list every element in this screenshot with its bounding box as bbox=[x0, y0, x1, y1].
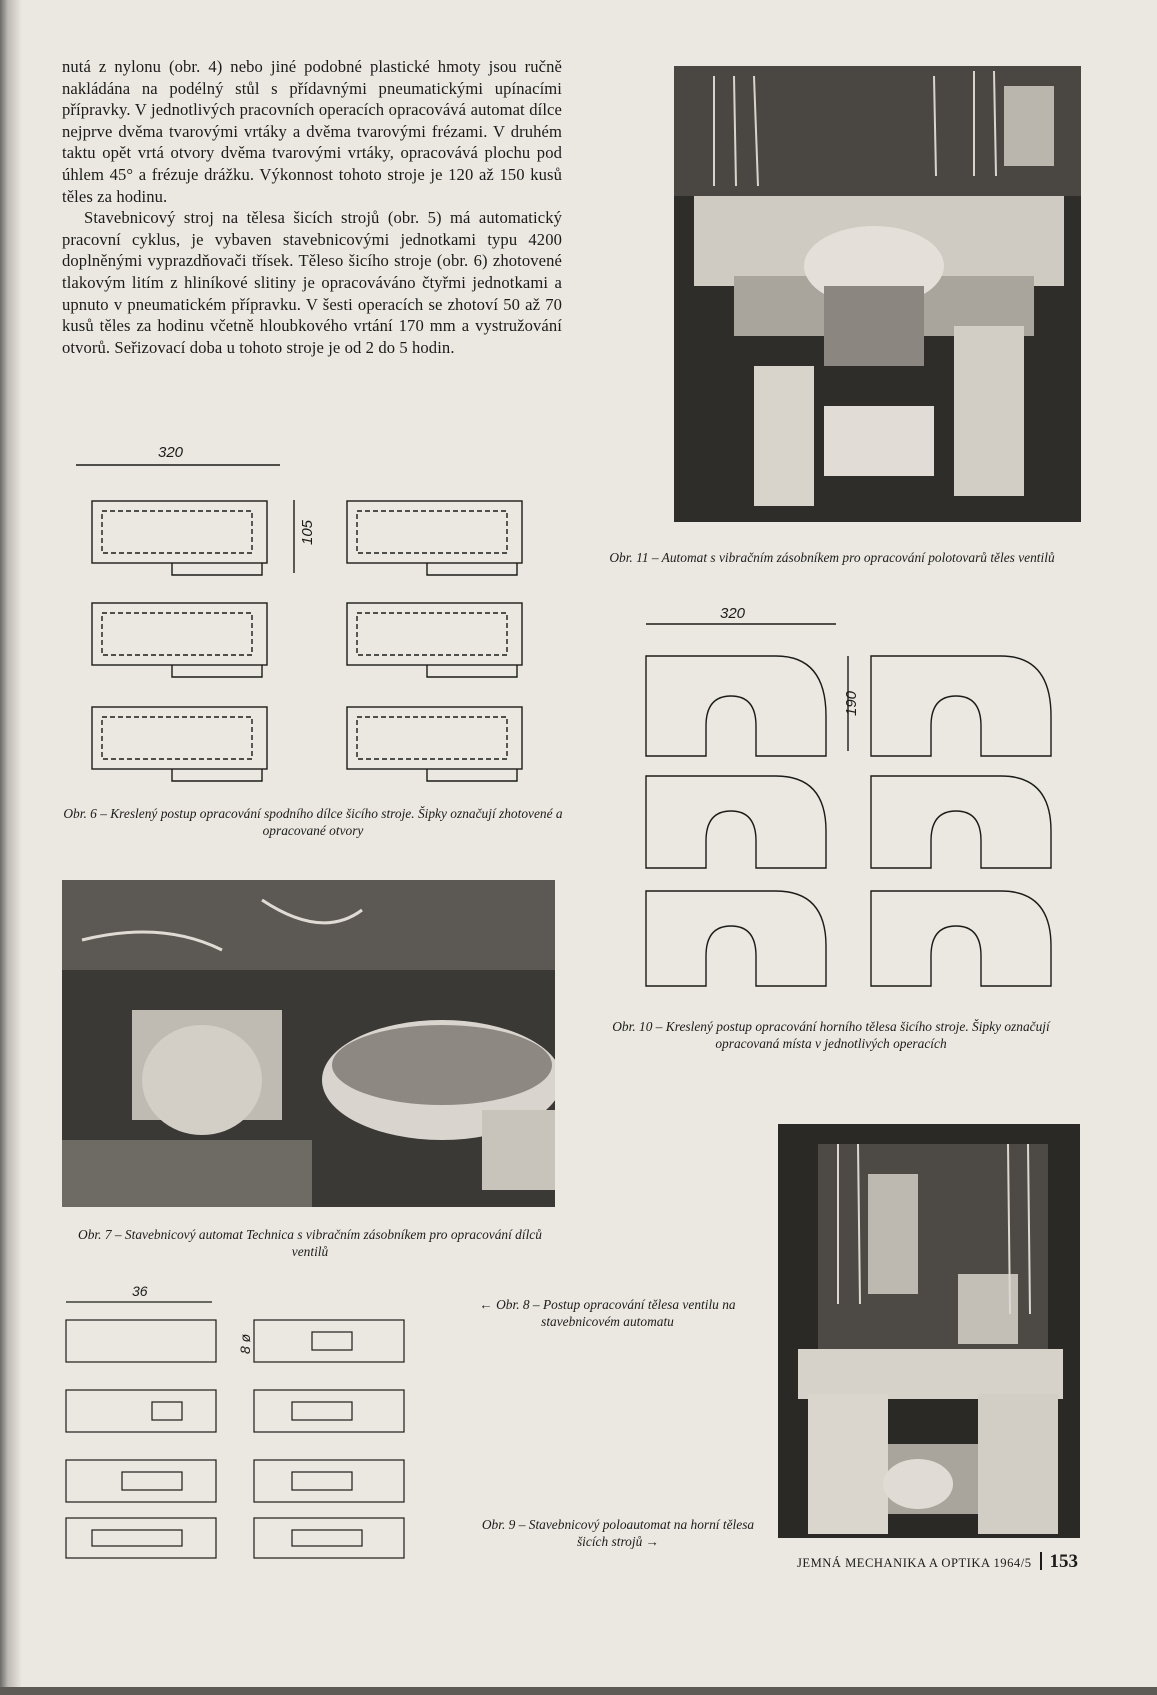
figure-9-caption: Obr. 9 – Stavebnicový poloautomat na horní tělesa šicích strojů → bbox=[481, 1517, 755, 1549]
fig6-dim-height: 105 bbox=[299, 519, 316, 545]
article-text bbox=[62, 56, 562, 358]
fig10-dim-width: 320 bbox=[720, 606, 746, 622]
figure-7-photo bbox=[62, 880, 555, 1207]
figure-11-photo bbox=[674, 66, 1081, 522]
fig6-dim-width: 320 bbox=[158, 445, 184, 461]
paragraph-2: Stavebnicový stroj na tělesa šicích strojů (obr. 5) má automatický pracovní cyklus, je vybaven stavebnicovými jednotkami typu 4200 doplněnými vyprazdňovači třísek. Těleso šicího stroje (obr. 6) zhotovené tlakovým litím z hliníkové slitiny je opracováváno čtyřmi jednotkami a upnuto v pneumatickém přípravku. V šesti operacích se zhotoví 50 až 70 kusů těles za hodinu včetně hloubkového vrtání 170 mm a vystružování otvorů. Seřizovací doba u tohoto stroje je od 2 do 5 hodin. bbox=[62, 208, 562, 357]
figure-7-caption: Obr. 7 – Stavebnicový automat Technica s vibračním zásobníkem pro opracování dílců ventilů bbox=[78, 1227, 542, 1259]
figure-11-caption: Obr. 11 – Automat s vibračním zásobníkem pro opracování polotovarů těles ventilů bbox=[609, 550, 1055, 565]
figure-6-caption: Obr. 6 – Kreslený postup opracování spodního dílce šicího stroje. Šipky označují zhotovené a opracované otvory bbox=[63, 806, 563, 838]
fig8-dim-width: 36 bbox=[132, 1284, 148, 1299]
figure-8-caption: ← Obr. 8 – Postup opracování tělesa ventilu na stavebnicovém automatu bbox=[479, 1297, 736, 1329]
journal-name: JEMNÁ MECHANIKA A OPTIKA 1964/5 bbox=[796, 1556, 1032, 1570]
page-footer bbox=[748, 1549, 1078, 1573]
footer-separator bbox=[1040, 1552, 1042, 1570]
figure-8-drawing bbox=[62, 1284, 407, 1560]
figure-10-drawing bbox=[636, 606, 1076, 994]
paragraph-1: nutá z nylonu (obr. 4) nebo jiné podobné plastické hmoty jsou ručně nakládána na podélný stůl s přídavnými pneumatickými upínacími přípravky. V jednotlivých pracovních operacích opracovává automat dílce nejprve dvěma tvarovými vrtáky a dvěma tvarovými frézami. V druhém taktu opět vrtá otvory dvěma tvarovými vrtáky, opracovává plochu pod úhlem 45° a frézuje drážku. Výkonnost tohoto stroje je 120 až 150 kusů těles za hodinu. bbox=[62, 57, 562, 206]
fig10-dim-height: 190 bbox=[843, 690, 860, 716]
page-number: 153 bbox=[1049, 1551, 1078, 1572]
figure-10-caption: Obr. 10 – Kreslený postup opracování horního tělesa šicího stroje. Šipky označují opracovaná místa v jednotlivých operacích bbox=[612, 1019, 1050, 1051]
figure-9-photo bbox=[778, 1124, 1080, 1538]
scan-edge bbox=[0, 1687, 1157, 1695]
fig8-dim-dia: 8 ø bbox=[237, 1333, 253, 1354]
figure-6-drawing bbox=[62, 445, 562, 785]
